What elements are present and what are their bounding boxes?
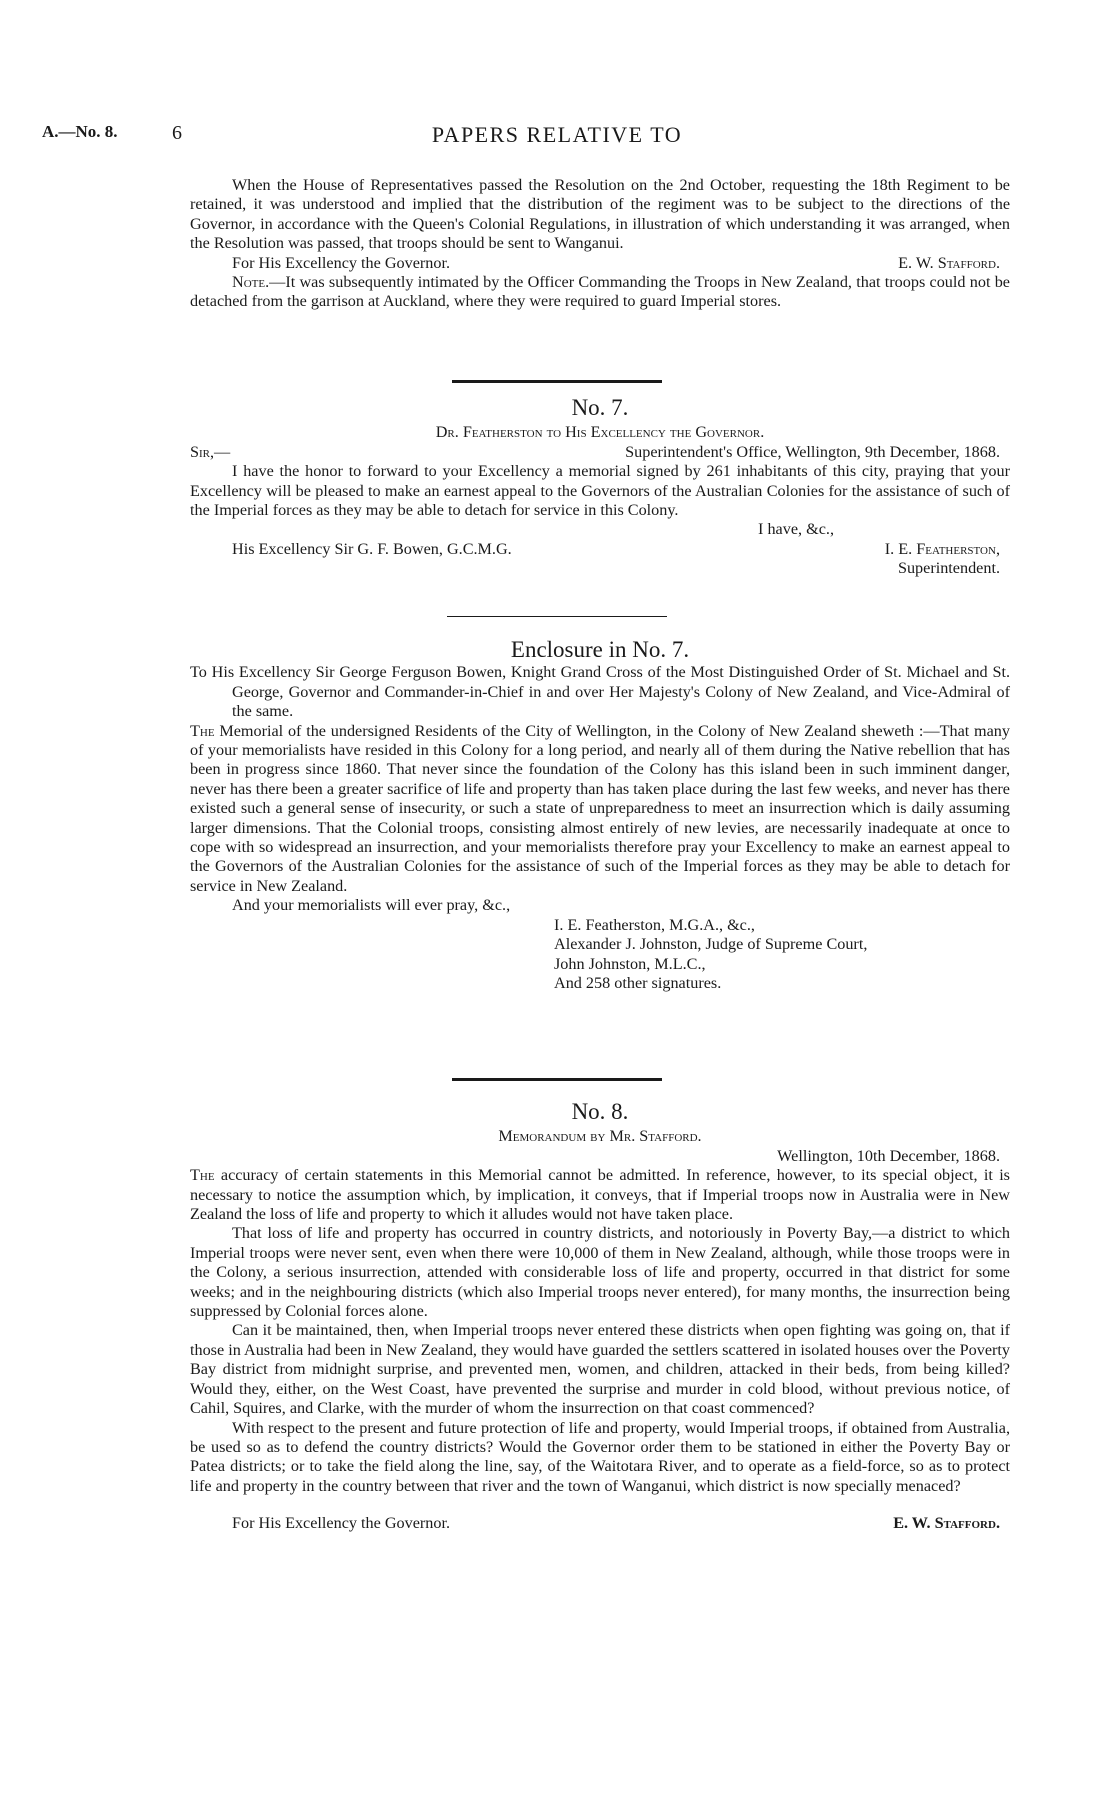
- no7-addressee: His Excellency Sir G. F. Bowen, G.C.M.G.: [232, 539, 512, 558]
- page-title: PAPERS RELATIVE TO: [431, 122, 683, 147]
- no8-paragraph-1-text: accuracy of certain statements in this Memorial cannot be admitted. In reference, however, to its special object, it is necessary to notice the assumption which, by implication, it conveys, that if Imperial troops now in Australia were in New Zealand the loss of life and property to which it alludes would not have taken place.: [190, 1166, 1010, 1224]
- enclosure-signature-4: And 258 other signatures.: [554, 973, 722, 992]
- no8-dateline: Wellington, 10th December, 1868.: [777, 1146, 1000, 1165]
- no8-heading: No. 8.: [571, 1099, 629, 1124]
- note-paragraph: [190, 273, 1010, 312]
- note-label: Note.: [232, 273, 270, 292]
- page-number: 6: [172, 122, 182, 144]
- no8-sign-left: For His Excellency the Governor.: [232, 1514, 451, 1533]
- divider-1: [0, 380, 1114, 383]
- intro-signature-row: [190, 254, 1010, 273]
- no8-paragraph-4: With respect to the present and future protection of life and property, would Imperial troops, if obtained from Australia, be used so as to defend the country districts? Would the Governor order them to be stationed in either the Poverty Bay or Patea districts; or to take the field along the line, say, of the Waitotara River, and to operate as a field-force, so as to protect life and property in the country between that river and the town of Wanganui, which district is now specially menaced?: [190, 1418, 1010, 1495]
- enclosure-section: [190, 637, 1010, 993]
- intro-sign-left: For His Excellency the Governor.: [232, 253, 451, 272]
- no8-section: [190, 1099, 1010, 1534]
- no8-signature-row: [190, 1514, 1010, 1533]
- no8-paragraph-2: That loss of life and property has occurred in country districts, and notoriously in Poverty Bay,—a district to which Imperial troops were never sent, even when there were 10,000 of them in New Zealand, although, while those troops were in the Colony, a serious insurrection, attended with considerable loss of life and property, occurred in that district for some weeks; and in the neighbouring districts (which also Imperial troops never entered), for many months, the insurrection being suppressed by Colonial forces alone.: [190, 1224, 1010, 1321]
- no7-closing: I have, &c.,: [758, 520, 834, 539]
- note-text: —It was subsequently intimated by the Officer Commanding the Troops in New Zealand, that troops could not be detached from the garrison at Auckland, where they were required to guard Imperial stores.: [190, 273, 1010, 311]
- enclosure-signature-2: Alexander J. Johnston, Judge of Supreme Court,: [554, 935, 868, 954]
- enclosure-body-text: Memorial of the undersigned Residents of the City of Wellington, in the Colony of New Zealand sheweth :—That many of your memorialists have resided in this Colony for a long period, and nearly all of them during the Native rebellion that has been in progress since 1860. That never since the foundation of the Colony has this island been in such imminent danger, never has there been a greater sacrifice of life and property than has taken place during the last few weeks, and never has there existed such a general sense of insecurity, or such a state of unpreparedness to meet an insurrection which is daily assuming larger dimensions. That the Colonial troops, consisting almost entirely of new levies, are necessarily inadequate at once to cope with so widespread an insurrection, and your memorialists therefore pray your Excellency to make an earnest appeal to the Governors of the Australian Colonies for the assistance of such of the Imperial forces as they may be able to detach for service in New Zealand.: [190, 721, 1010, 895]
- no7-section: [190, 395, 1010, 579]
- enclosure-address: To His Excellency Sir George Ferguson Bowen, Knight Grand Cross of the Most Distinguished Order of St. Michael and St. George, Governor and Commander-in-Chief in and over Her Majesty's Colony of New Zealand, and Vice-Admiral of the same.: [190, 663, 1010, 721]
- no7-salutation: Sir,—: [190, 442, 231, 461]
- document-reference: A.—No. 8.: [42, 122, 118, 141]
- no7-body: I have the honor to forward to your Excellency a memorial signed by 261 inhabitants of this city, praying that your Excellency will be pleased to make an earnest appeal to the Governors of the Australian Colonies for the assistance of such of the Imperial forces as they may be able to detach for service in this Colony.: [190, 462, 1010, 520]
- enclosure-signature-1: I. E. Featherston, M.G.A., &c.,: [554, 915, 755, 934]
- no7-signatory: I. E. Featherston,: [884, 539, 1000, 558]
- enclosure-signature-3: John Johnston, M.L.C.,: [554, 954, 706, 973]
- no7-signature-row: [190, 540, 1010, 559]
- enclosure-body: [190, 722, 1010, 897]
- intro-paragraph: When the House of Representatives passed the Resolution on the 2nd October, requesting the 18th Regiment to be retained, it was understood and implied that the distribution of the regiment was to be subject to the directions of the Governor, in accordance with the Queen's Colonial Regulations, in illustration of which understanding it was arranged, when the Resolution was passed, that troops should be sent to Wanganui.: [190, 176, 1010, 253]
- no7-address: Superintendent's Office, Wellington, 9th December, 1868.: [625, 442, 1000, 461]
- no8-lead: The: [190, 1166, 215, 1185]
- divider-2: [0, 616, 1114, 617]
- no8-paragraph-3: Can it be maintained, then, when Imperial troops never entered these districts when open fighting was going on, that if those in Australia had been in New Zealand, they would have guarded the settlers scattered in isolated houses over the Poverty Bay district from midnight surprise, and prevented men, women, and children, attacked in their beds, from being killed? Would they, either, on the West Coast, have prevented the surprise and murder in cold blood, without previous notice, of Cahil, Squires, and Clarke, with the murder of whom the insurrection on that coast commenced?: [190, 1321, 1010, 1418]
- divider-3: [0, 1078, 1114, 1081]
- intro-section: [190, 176, 1010, 312]
- enclosure-closing: And your memorialists will ever pray, &c.,: [232, 896, 511, 915]
- enclosure-lead: The: [190, 721, 215, 740]
- no7-signatory-title: Superintendent.: [897, 559, 1000, 578]
- no7-address-row: [190, 443, 1010, 462]
- enclosure-heading: Enclosure in No. 7.: [510, 637, 690, 662]
- no7-heading: No. 7.: [571, 395, 629, 420]
- no8-subheading: Memorandum by Mr. Stafford.: [498, 1127, 702, 1146]
- no8-paragraph-1: [190, 1166, 1010, 1224]
- no8-sign-right: E. W. Stafford.: [893, 1514, 1000, 1533]
- no7-subheading: Dr. Featherston to His Excellency the Governor.: [435, 423, 765, 442]
- intro-sign-right: E. W. Stafford.: [898, 253, 1000, 272]
